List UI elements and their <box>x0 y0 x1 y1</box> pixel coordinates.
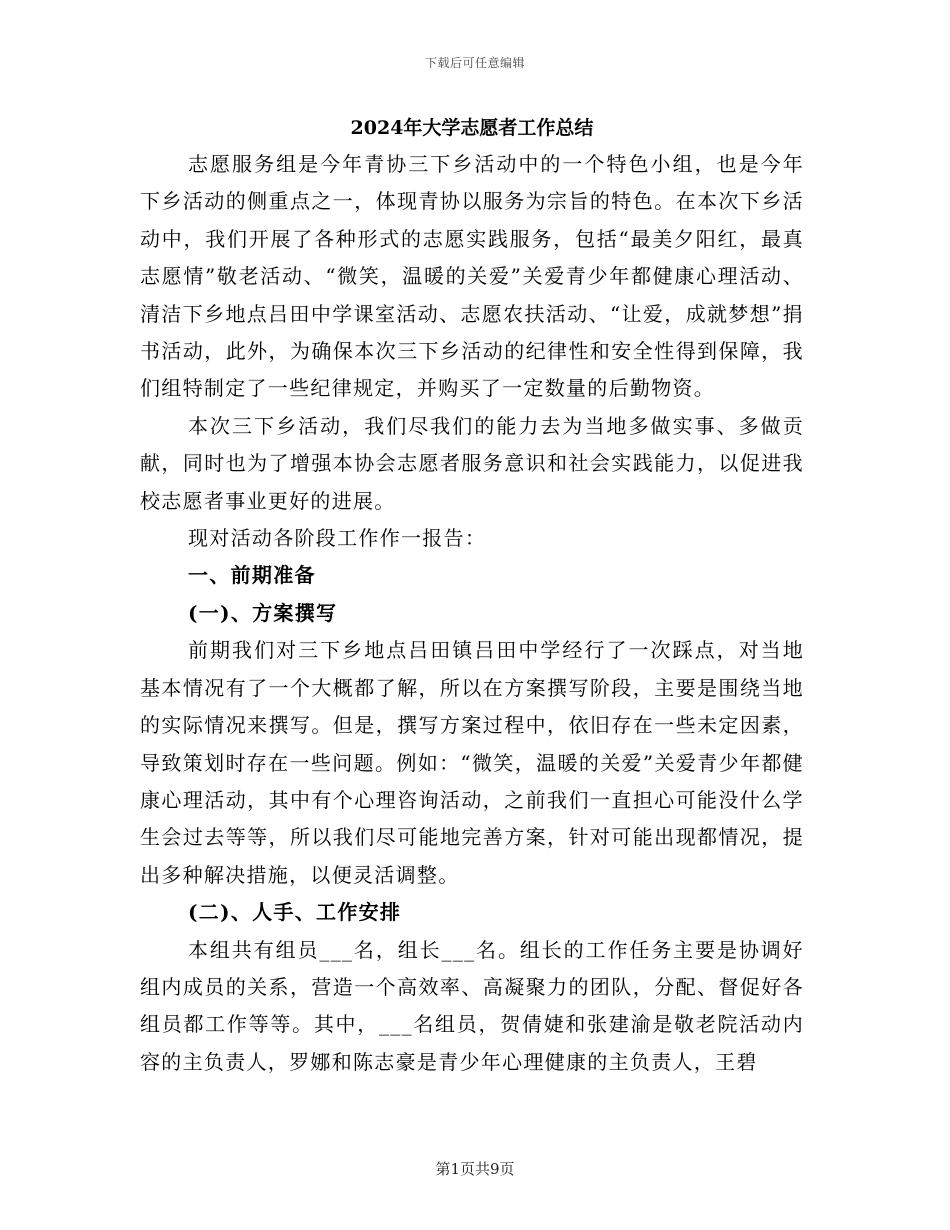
paragraph-staffing: 本组共有组员___名，组长___名。组长的工作任务主要是协调好组内成员的关系，营造一个高效率、高凝聚力的团队，分配、督促好各组员都工作等等。其中，___名组员，贺倩婕和张建渝是敬老院活动内容的主负责人，罗娜和陈志豪是青少年心理健康的主负责人，王碧 <box>140 937 804 1074</box>
document-title: 2024年大学志愿者工作总结 <box>350 117 594 139</box>
page-number: 第1页共9页 <box>435 1160 515 1178</box>
header-note: 下载后可任意编辑 <box>424 56 525 70</box>
paragraph-intro: 志愿服务组是今年青协三下乡活动中的一个特色小组，也是今年下乡活动的侧重点之一，体现青协以服务为宗旨的特色。在本次下乡活动中，我们开展了各种形式的志愿实践服务，包括“最美夕阳红，最真志愿情”敬老活动、“微笑，温暖的关爱”关爱青少年都健康心理活动、清洁下乡地点吕田中学课室活动、志愿农扶活动、“让爱，成就梦想”捐书活动，此外，为确保本次三下乡活动的纪律性和安全性得到保障，我们组特制定了一些纪律规定，并购买了一定数量的后勤物资。 <box>140 152 804 401</box>
paragraph-plan: 前期我们对三下乡地点吕田镇吕田中学经行了一次踩点，对当地基本情况有了一个大概都了解，所以在方案撰写阶段，主要是围绕当地的实际情况来撰写。但是，撰写方案过程中，依旧存在一些未定因素，导致策划时存在一些问题。例如：“微笑，温暖的关爱”关爱青少年都健康心理活动，其中有个心理咨询活动，之前我们一直担心可能没什么学生会过去等等，所以我们尽可能地完善方案，针对可能出现都情况，提出多种解决措施，以便灵活调整。 <box>140 638 804 887</box>
paragraph-report-lead: 现对活动各阶段工作作一报告： <box>188 526 487 551</box>
section-heading-preparation: 一、前期准备 <box>188 563 316 588</box>
paragraph-purpose: 本次三下乡活动，我们尽我们的能力去为当地多做实事、多做贡献，同时也为了增强本协会志愿者服务意识和社会实践能力，以促进我校志愿者事业更好的进展。 <box>140 413 804 513</box>
subsection-heading-staffing: (二)、人手、工作安排 <box>188 900 402 925</box>
subsection-heading-plan: (一)、方案撰写 <box>188 600 338 625</box>
document-body <box>140 110 804 1081</box>
